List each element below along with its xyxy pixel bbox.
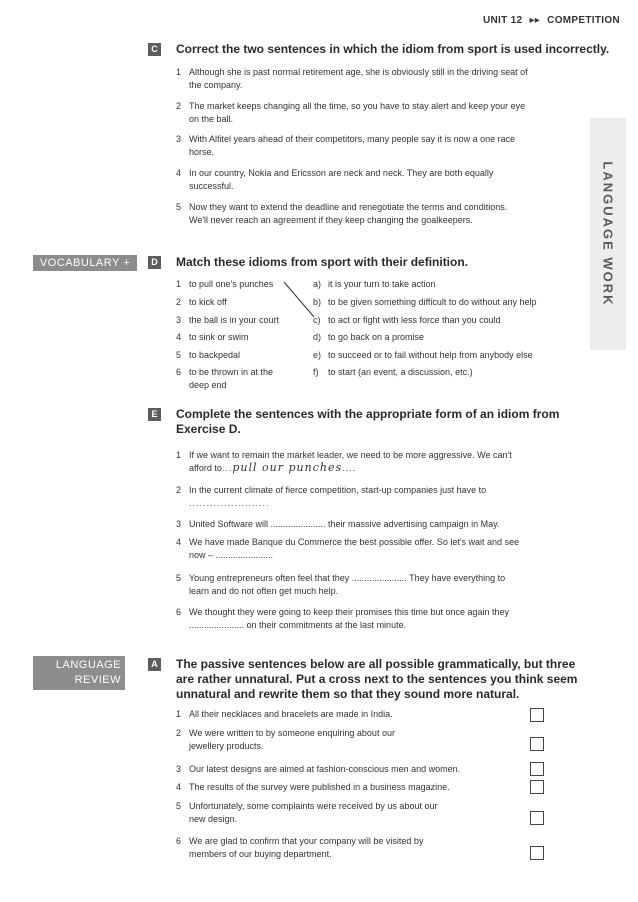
- definition-a: [313, 278, 436, 291]
- definition-text: to go back on a promise: [328, 332, 425, 342]
- idiom-text: to pull one's punches: [189, 279, 274, 289]
- item-line: the company.: [189, 79, 243, 90]
- item-line: If we want to remain the market leader, we need to be more aggressive. We can't: [189, 450, 512, 460]
- match-line-stroke: [284, 282, 314, 317]
- section-a-title-line: The passive sentences below are all possible grammatically, but three: [176, 657, 576, 671]
- definition-text: to be given something difficult to do without any help: [328, 297, 537, 307]
- section-c-item-2: [176, 100, 589, 125]
- definition-e: [313, 349, 533, 362]
- language-review-label-line: REVIEW: [74, 674, 121, 686]
- item-number: 1: [176, 709, 182, 719]
- item-number: 4: [176, 537, 182, 547]
- definition-text: to act or fight with less force than you could: [328, 315, 501, 325]
- unit-topic: COMPETITION: [547, 15, 620, 26]
- item-line: Unfortunately, some complaints were received by us about our: [189, 801, 438, 811]
- side-tab-label: LANGUAGE WORK: [600, 161, 616, 307]
- item-number: 6: [176, 367, 182, 377]
- cross-checkbox-3[interactable]: [530, 762, 544, 776]
- section-e-item-6: [176, 606, 589, 631]
- item-number: 3: [176, 764, 182, 774]
- item-number: 5: [176, 350, 182, 360]
- handwritten-answer: pull our punches: [232, 460, 343, 474]
- passive-sentence-3: [176, 763, 524, 776]
- definition-c: [313, 314, 501, 327]
- answer-blank[interactable]: ...pull our punches...: [221, 460, 353, 474]
- section-e-badge: E: [148, 408, 161, 421]
- passive-sentence-2: [176, 727, 509, 752]
- cross-checkbox-2[interactable]: [530, 737, 544, 751]
- language-review-label: [33, 656, 125, 690]
- item-line: new design.: [189, 813, 238, 824]
- page-header: [483, 15, 620, 26]
- section-e-title: [176, 407, 559, 437]
- section-c-item-3: [176, 133, 589, 158]
- item-line: successful.: [189, 180, 234, 191]
- section-c-title: Correct the two sentences in which the idiom from sport is used incorrectly.: [176, 42, 610, 56]
- item-number: 2: [176, 728, 182, 738]
- item-number: 1: [176, 450, 182, 460]
- item-number: 2: [176, 101, 182, 111]
- definition-letter: c): [313, 315, 321, 325]
- item-number: 6: [176, 607, 182, 617]
- section-c-item-5: [176, 201, 589, 226]
- item-number: 1: [176, 279, 182, 289]
- item-number: 6: [176, 836, 182, 846]
- item-line: members of our buying department.: [189, 848, 332, 859]
- idiom-text: to backpedal: [189, 350, 241, 360]
- idiom-text: to kick off: [189, 297, 227, 307]
- section-e-item-2: [176, 484, 589, 509]
- item-line: ...................... on their commitments at the last minute.: [189, 619, 407, 630]
- idiom-text: the ball is in your court: [189, 315, 280, 325]
- section-c-badge: C: [148, 43, 161, 56]
- definition-text: it is your turn to take action: [328, 279, 436, 289]
- passive-sentence-6: [176, 835, 509, 860]
- cross-checkbox-4[interactable]: [530, 780, 544, 794]
- item-line: now – .......................: [189, 549, 274, 560]
- handdrawn-match-line: [280, 276, 320, 326]
- unit-label: UNIT 12: [483, 15, 523, 26]
- item-number: 4: [176, 168, 182, 178]
- item-number: 3: [176, 134, 182, 144]
- item-line: on the ball.: [189, 113, 234, 124]
- answer-blank[interactable]: .......................: [189, 497, 270, 508]
- item-line: The market keeps changing all the time, so you have to stay alert and keep your eye: [189, 101, 526, 111]
- section-e-item-4: [176, 536, 589, 561]
- section-e-item-3: [176, 518, 589, 531]
- definition-text: to start (an event, a discussion, etc.): [328, 367, 473, 377]
- idiom-4: [176, 331, 249, 344]
- item-line: We'll never reach an agreement if they keep changing the goalkeepers.: [189, 214, 473, 225]
- passive-sentence-1: [176, 708, 509, 721]
- item-text: afford to: [189, 462, 222, 473]
- side-tab-language-work: [590, 118, 626, 350]
- item-line: We have made Banque du Commerce the best possible offer. So let's wait and see: [189, 537, 520, 547]
- idiom-text: deep end: [189, 379, 227, 390]
- item-number: 2: [176, 297, 182, 307]
- item-line: All their necklaces and bracelets are made in India.: [189, 709, 393, 719]
- item-number: 5: [176, 202, 182, 212]
- section-e-item-1: [176, 449, 589, 474]
- item-line: jewellery products.: [189, 740, 264, 751]
- item-line: learn and do not often get much help.: [189, 585, 339, 596]
- section-c-item-1: [176, 66, 589, 91]
- item-line: Now they want to extend the deadline and renegotiate the terms and conditions.: [189, 202, 508, 212]
- item-number: 3: [176, 315, 182, 325]
- item-text: .: [352, 462, 356, 473]
- idiom-5: [176, 349, 241, 362]
- item-line: We are glad to confirm that your company will be visited by: [189, 836, 424, 846]
- section-e-title-line: Exercise D.: [176, 422, 241, 436]
- item-line: We thought they were going to keep their promises this time but once again they: [189, 607, 510, 617]
- idiom-2: [176, 296, 227, 309]
- section-d-badge: D: [148, 256, 161, 269]
- cross-checkbox-6[interactable]: [530, 846, 544, 860]
- item-line: With Alfitel years ahead of their competitors, many people say it is now a one race: [189, 134, 516, 144]
- definition-f: [313, 366, 473, 379]
- item-line: Although she is past normal retirement age, she is obviously still in the driving seat of: [189, 67, 528, 77]
- item-number: 3: [176, 519, 182, 529]
- idiom-text: to be thrown in at the: [189, 367, 274, 377]
- definition-d: [313, 331, 424, 344]
- section-a-title: [176, 657, 577, 702]
- item-line: horse.: [189, 146, 215, 157]
- definition-letter: b): [313, 297, 322, 307]
- item-number: 4: [176, 332, 182, 342]
- definition-text: to succeed or to fail without help from anybody else: [328, 350, 533, 360]
- section-e-title-line: Complete the sentences with the appropriate form of an idiom from: [176, 407, 560, 421]
- item-line: The results of the survey were published in a business magazine.: [189, 782, 450, 792]
- idiom-3: [176, 314, 280, 327]
- double-arrow-icon: ▸▸: [529, 15, 541, 26]
- item-number: 1: [176, 67, 182, 77]
- passive-sentence-5: [176, 800, 509, 825]
- language-review-label-line: LANGUAGE: [55, 659, 121, 671]
- item-line: Young entrepreneurs often feel that they ...................... They have everything to: [189, 573, 506, 583]
- item-number: 4: [176, 782, 182, 792]
- idiom-6: [176, 366, 274, 391]
- section-c-item-4: [176, 167, 589, 192]
- item-line: Our latest designs are aimed at fashion-conscious men and women.: [189, 764, 461, 774]
- section-d-title: Match these idioms from sport with their definition.: [176, 255, 469, 269]
- item-number: 5: [176, 801, 182, 811]
- definition-b: [313, 296, 536, 309]
- item-line: [189, 462, 589, 475]
- definition-letter: d): [313, 332, 322, 342]
- idiom-1: [176, 278, 274, 291]
- section-e-item-5: [176, 572, 589, 597]
- cross-checkbox-5[interactable]: [530, 811, 544, 825]
- cross-checkbox-1[interactable]: [530, 708, 544, 722]
- item-line: We were written to by someone enquiring about our: [189, 728, 395, 738]
- section-a-title-line: unnatural and rewrite them so that they sound more natural.: [176, 687, 520, 701]
- item-number: 5: [176, 573, 182, 583]
- definition-letter: e): [313, 350, 322, 360]
- idiom-text: to sink or swim: [189, 332, 249, 342]
- section-a-title-line: are rather unnatural. Put a cross next to the sentences you think seem: [176, 672, 578, 686]
- item-line: United Software will ...................... their massive advertising campaign in May.: [189, 519, 500, 529]
- definition-letter: f): [313, 367, 319, 377]
- item-number: 2: [176, 485, 182, 495]
- item-line: In the current climate of fierce competition, start-up companies just have to: [189, 485, 487, 495]
- definition-letter: a): [313, 279, 322, 289]
- passive-sentence-4: [176, 781, 524, 794]
- section-a-badge: A: [148, 658, 161, 671]
- vocabulary-plus-label: VOCABULARY +: [33, 255, 137, 271]
- item-line: In our country, Nokia and Ericsson are neck and neck. They are both equally: [189, 168, 494, 178]
